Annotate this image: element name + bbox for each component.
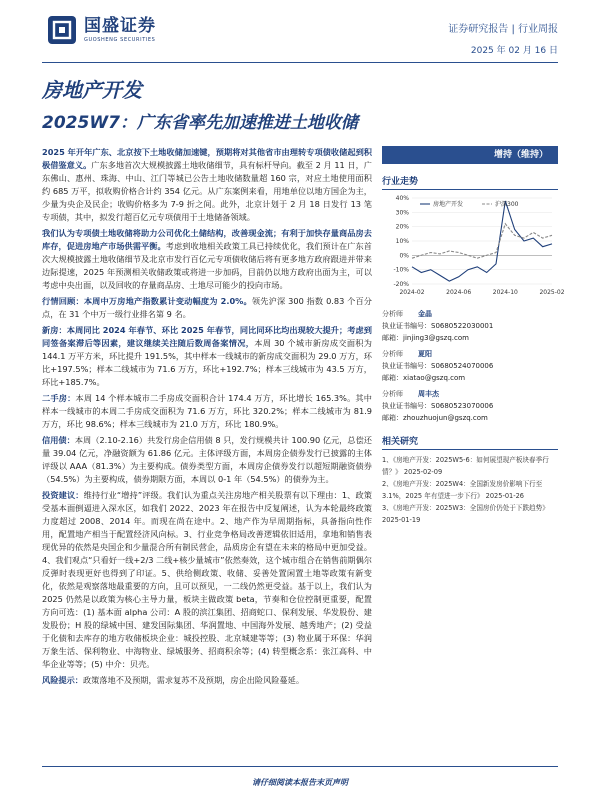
x-tick-label: 2024-06 (446, 289, 472, 296)
y-tick-label: 20% (395, 223, 409, 231)
logo (46, 14, 156, 46)
paragraph: 信用债：本周（2.10-2.16）共发行房企信用债 8 只，发行规模共计 100.90 亿元，总偿还量 39.04 亿元，净融资额为 61.86 亿元。主体评级方面，本周房企债券发行已披露的主体评级以 AAA（81.3%）为主要构成。债券类型方面，本周房企债券发行以超短期融资债券（54.5%）为主要构成，债券期限方面，本周以 0-1 年（54.5%）的债券为主。 (42, 435, 372, 484)
legend-label: 房地产开发 (433, 201, 464, 208)
header (0, 0, 600, 62)
y-tick-label: 30% (395, 209, 409, 217)
main-text (42, 146, 372, 690)
footer-disclaimer: 请仔细阅读本报告末页声明 (252, 778, 348, 787)
y-tick-label: 0% (399, 252, 409, 260)
x-tick-label: 2024-10 (492, 289, 518, 296)
logo-en: GUOSHENG SECURITIES (84, 37, 156, 43)
trend-chart (382, 192, 565, 302)
chart-svg (382, 192, 565, 302)
related-item[interactable]: 1、《房地产开发：2025W5-6：如何展望现产板块春季行情？》 2025-02-09 (382, 456, 549, 476)
paragraph: 我们认为专项债土地收储将助力公司优化土储结构，改善现金流；有利于加快存量商品房去库存，促进房地产市场供需平衡。考虑到收地相关政策工具已持续优化，我们预计在广东首次大规模披露土地收储细节及北京市发行百亿元专项债收储后将有更多地方政府跟进并带来边际提速，2025 年预测相关收储政策或将进一步加码，目前仍以地方政府出面为主，可以考虑中央出面，以及回收的存量商品房、土地尽可能少的投向市场。 (42, 228, 372, 290)
legend-label: 沪深300 (495, 201, 519, 208)
paragraph: 行情回顾：本周中万房地产指数累计变动幅度为 2.0%。领先沪深 300 指数 0.83 个百分点，在 31 个中万一级行业排名第 9 名。 (42, 296, 372, 319)
paragraph: 二手房：本周 14 个样本城市二手房成交面积合计 174.4 万方，环比增长 165.3%。其中样本一线城市的本周二手房成交面积为 71.6 万方，环比 320.2%；样本二线城市为 81.9 万方，环比 98.6%；样本三线城市为 21.0 万方，环比 180.9%。 (42, 393, 372, 429)
logo-icon (46, 14, 78, 46)
trend-heading: 行业走势 (382, 174, 558, 190)
x-tick-label: 2025-02 (539, 289, 565, 296)
report-date: 2025 年 02 月 16 日 (470, 46, 558, 56)
related-list (382, 454, 558, 526)
paragraph: 投资建议：维持行业“增持”评级。我们认为重点关注房地产相关股票有以下理由：1、政策受基本面倒逼进入深水区，如我们 2022、2023 年在报告中反复阐述，认为本轮最终政策力度超过 2008、2014 年。而现在尚在途中。2、地产作为早周期指标，具备指向性作用，配置地产相当于配置经济风向标。3、行业竞争格局改善逻辑依旧适用，拿地和销售表现优异的依然是央国企和少量混合所有制民营企，品质房企有望在未来的格局中更加受益。4、我们观点“只看好一线+2/3 二线+核少量城市”依然奏效，这个城市组合在销售前期偶尔反弹时表现更好也得到了印证。5、供给侧政策、收储、妥善处置闲置土地等政策有新变化，依然是观察落地最重要的方向，且可以预见，一二线仍然更受益。基于以上，我们认为 2025 仍然是以政策为核心主导力量，板块主做政策 beta，节奏和仓位控制更重要，配置方向可选：(1) 基本面 alpha 公司：A 股的滨江集团、招商蛇口、保利发展、华发股份、建发股份；H 股的绿城中国、建发国际集团、华润置地、中国海外发展、越秀地产；(2) 受益于化债和去库存的地方收储板块企业：城投控股、北京城建等等；(3) 物业属于环保：华润万象生活、保利物业、中海物业、绿城服务、招商积余等；(4) 转型概念系：张江高科、中华企业等等；(5) 中介：贝壳。 (42, 490, 372, 669)
paragraph: 2025 年开年广东、北京按下土地收储加速键，预期将对其他省市由理转专项债收储起到积极借鉴意义。广东多地首次大规模披露土地收储细节，具有标杆导向。截至 2 月 11 日，广东佛山、惠州、珠海、中山、江门等城已公告土地收储数量超 160 宗，对应土地使用面积约 685 万平，拟收购价格合计约 354 亿元。从广东案例来看，用地单位以地方国企为主，少量为央企及民企；收购价格多为 7-9 折之间。此外，北京计划于 2 月 18 日发行 13 笔专项债，其中，拟发行超百亿元专项债用于土地储备领域。 (42, 147, 372, 222)
paragraph: 风险提示：政策落地不及预期，需求复苏不及预期，房企出险风险蔓延。 (42, 675, 305, 685)
related-item[interactable]: 3、《房地产开发：2025W3：全国房价仍处于下跌趋势》 2025-01-19 (382, 504, 549, 524)
y-tick-label: 40% (395, 195, 409, 202)
analyst: 分析师 夏阳 执业证书编号：S0680524070006 邮箱：xiatao@gszq.com (382, 350, 494, 382)
paragraph: 新房：本周同比 2024 年春节、环比 2025 年春节，同比同环比均出现较大提升；考虑到同签备案滞后等因素，建议继续关注随后数周备案情况，本周 30 个城市新房成交面积为 144.1 万平方米，环比提升 191.5%，其中样本一线城市的新房成交面积为 29.0 万方，环比+197.5%；样本二线城市为 71.6 万方，环比+192.7%；样本三线城市为 43.5 万方，环比+185.7%。 (42, 325, 372, 387)
y-tick-label: -10% (393, 266, 409, 274)
y-tick-label: 10% (395, 238, 409, 245)
related-heading: 相关研究 (382, 434, 558, 450)
footer (42, 766, 558, 787)
sector-title: 房地产开发 (42, 78, 142, 102)
analyst: 分析师 金晶 执业证书编号：S0680522030001 邮箱：jinjing3@gszq.com (382, 310, 494, 342)
report-title: 2025W7：广东省率先加速推进土地收储 (42, 113, 358, 133)
sidebar (382, 146, 565, 526)
related-item[interactable]: 2、《房地产开发：2025W4：全国新发房价影响下行至 3.1%，2025 年有望进一步下行》 2025-01-26 (382, 480, 543, 500)
header-divider (42, 62, 558, 63)
logo-cn: 国盛证券 (84, 16, 156, 36)
analyst-list (382, 308, 558, 424)
y-tick-label: -20% (393, 281, 409, 288)
report-category: 证券研究报告 | 行业周报 (448, 24, 558, 35)
x-tick-label: 2024-02 (399, 289, 425, 296)
rating-badge: 增持（维持） (382, 146, 558, 164)
analyst: 分析师 周丰杰 执业证书编号：S0680523070006 邮箱：zhouzhuojun@gszq.com (382, 390, 494, 422)
